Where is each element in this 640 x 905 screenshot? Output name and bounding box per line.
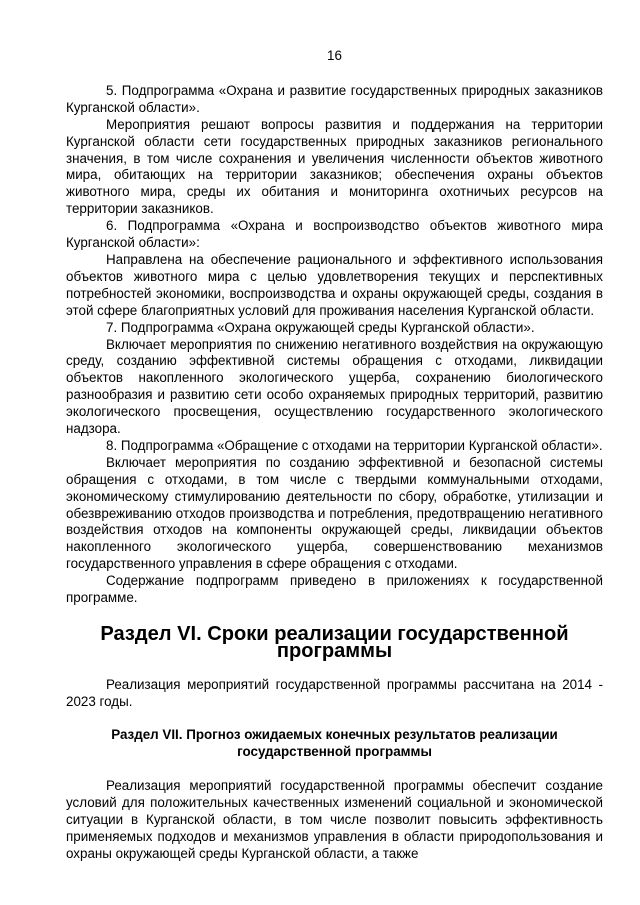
page-number: 16 [327, 48, 342, 63]
paragraph-subprogram-8-description: Включает мероприятия по созданию эффективной и безопасной системы обращения с отходами, в том числе с твердыми коммунальными отходами, экономическому стимулированию деятельности по сбору, обработке, утилизации и обезвреживанию отходов производства и потребления, предотвращению негативного воздействия отходов на компоненты окружающей среды, ликвидации объектов накопленного экологического ущерба, совершенствованию механизмов государственного управления в сфере обращения с отходами. [66, 454, 603, 572]
paragraph-subprogram-7: 7. Подпрограмма «Охрана окружающей среды Курганской области». [106, 319, 535, 335]
paragraph-subprograms-content: Содержание подпрограмм приведено в приложениях к государственной программе. [66, 573, 603, 606]
section-7-title-line-2: государственной программы [237, 743, 432, 759]
paragraph-subprogram-8: 8. Подпрограмма «Обращение с отходами на территории Курганской области». [106, 437, 603, 453]
paragraph-subprogram-5-description: Мероприятия решают вопросы развития и поддержания на территории Курганской области сети государственных природных заказников регионального значения, в том числе сохранения и увеличения численности объектов животного мира, обитающих на территории заказников; обеспечения охраны объектов животного мира, среды их обитания и мониторинга охотничьих ресурсов на территории заказников. [66, 116, 603, 217]
paragraph-subprogram-5: 5. Подпрограмма «Охрана и развитие государственных природных заказников Курганской области». [66, 82, 603, 115]
section-7-text: Реализация мероприятий государственной программы обеспечит создание условий для положительных качественных изменений социальной и экономической ситуации в Курганской области, в том числе позволит повысить эффективность применяемых подходов и механизмов управления в области природопользования и охраны окружающей среды Курганской области, а также [66, 778, 603, 862]
section-6-title: Раздел VI. Сроки реализации государственной программы [100, 623, 569, 662]
section-7-title-line-1: Раздел VII. Прогноз ожидаемых конечных результатов реализации [111, 726, 558, 742]
document-page [66, 48, 603, 863]
paragraph-subprogram-7-description: Включает мероприятия по снижению негативного воздействия на окружающую среду, созданию эффективной системы обращения с отходами, ликвидации объектов накопленного экологического ущерба, сохранению биологического разнообразия и развитию сети особо охраняемых природных территорий, развитию экологического просвещения, осуществлению государственного экологического надзора. [66, 336, 603, 437]
section-7-title [66, 727, 603, 761]
paragraph-subprogram-6: 6. Подпрограмма «Охрана и воспроизводство объектов животного мира Курганской области»: [66, 218, 603, 251]
section-6-text: Реализация мероприятий государственной программы рассчитана на 2014 - 2023 годы. [66, 676, 603, 709]
paragraph-subprogram-6-description: Направлена на обеспечение рационального и эффективного использования объектов животного мира с целью удовлетворения текущих и перспективных потребностей экономики, воспроизводства и охраны окружающей среды, создания в этой сфере благоприятных условий для проживания населения Курганской области. [66, 251, 603, 318]
